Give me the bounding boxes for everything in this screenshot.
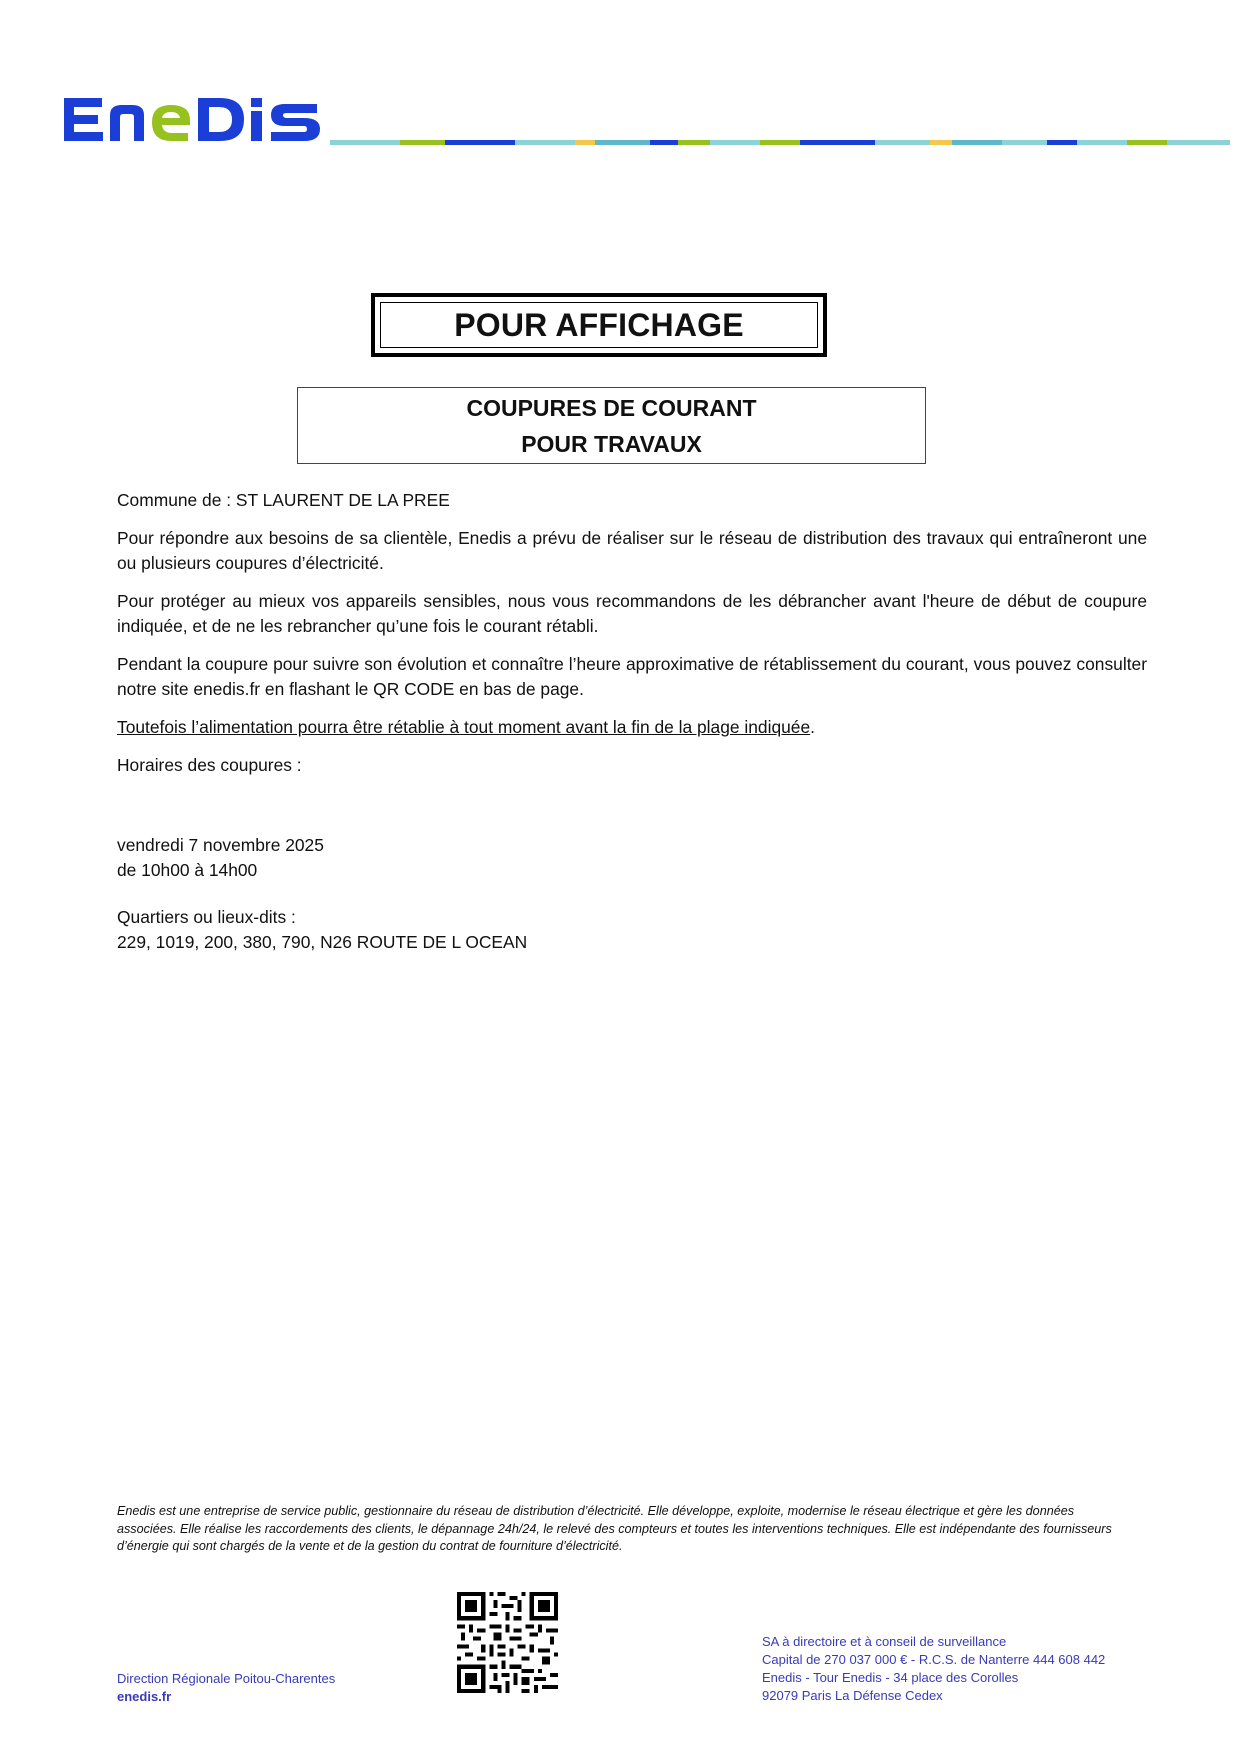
subtitle-line-2: POUR TRAVAUX xyxy=(521,431,702,457)
subtitle-line-1: COUPURES DE COURANT xyxy=(466,395,757,421)
legal-line-3: Enedis - Tour Enedis - 34 place des Corolles xyxy=(762,1670,1019,1685)
legal-line-4: 92079 Paris La Défense Cedex xyxy=(762,1688,943,1703)
horaires-label: Horaires des coupures : xyxy=(117,755,302,775)
footer-legal xyxy=(762,1633,1105,1705)
schedule-date: vendredi 7 novembre 2025 xyxy=(117,835,324,855)
locations-value: 229, 1019, 200, 380, 790, N26 ROUTE DE L OCEAN xyxy=(117,932,528,952)
paragraph-devices: Pour protéger au mieux vos appareils sensibles, nous vous recommandons de les débrancher avant l'heure de début de coupure indiquée, et de ne les rebrancher qu’une fois le courant rétabli. xyxy=(117,591,1147,636)
brand-color-ribbon xyxy=(330,140,1230,145)
warning-underlined-text: Toutefois l’alimentation pourra être rétablie à tout moment avant la fin de la plage indiquée xyxy=(117,717,811,737)
legal-line-1: SA à directoire et à conseil de surveillance xyxy=(762,1634,1007,1649)
paragraph-warning xyxy=(117,715,1147,740)
schedule-block xyxy=(117,833,1147,883)
website-link[interactable]: enedis.fr xyxy=(117,1689,172,1704)
regional-direction: Direction Régionale Poitou-Charentes xyxy=(117,1671,336,1686)
warning-period: . xyxy=(810,717,815,737)
locations-label: Quartiers ou lieux-dits : xyxy=(117,907,296,927)
paragraph-follow: Pendant la coupure pour suivre son évolution et connaître l’heure approximative de rétablissement du courant, vous pouvez consulter notre site enedis.fr en flashant le QR CODE en bas de page. xyxy=(117,654,1147,699)
locations-block xyxy=(117,905,1147,955)
title-box xyxy=(371,293,827,357)
notice-body xyxy=(117,488,1147,977)
paragraph-intro: Pour répondre aux besoins de sa clientèle, Enedis a prévu de réaliser sur le réseau de distribution des travaux qui entraîneront une ou plusieurs coupures d’électricité. xyxy=(117,528,1147,573)
footer-left xyxy=(117,1670,335,1706)
enedis-wordmark xyxy=(62,92,324,148)
commune-line: Commune de : ST LAURENT DE LA PREE xyxy=(117,490,450,510)
subtitle-box xyxy=(297,387,926,464)
legal-line-2: Capital de 270 037 000 € - R.C.S. de Nanterre 444 608 442 xyxy=(762,1652,1106,1667)
page-title: POUR AFFICHAGE xyxy=(380,302,818,348)
qr-code-icon[interactable] xyxy=(457,1592,558,1693)
company-disclaimer: Enedis est une entreprise de service public, gestionnaire du réseau de distribution d’électricité. Elle développe, exploite, modernise le réseau électrique et gère les données associées. Elle réalise les raccordements des clients, le dépannage 24h/24, le relevé des compteurs et toutes les interventions techniques. Elle est indépendante des fournisseurs d’énergie qui sont chargés de la vente et de la gestion du contrat de fourniture d’électricité. xyxy=(117,1504,1112,1553)
schedule-time: de 10h00 à 14h00 xyxy=(117,860,258,880)
